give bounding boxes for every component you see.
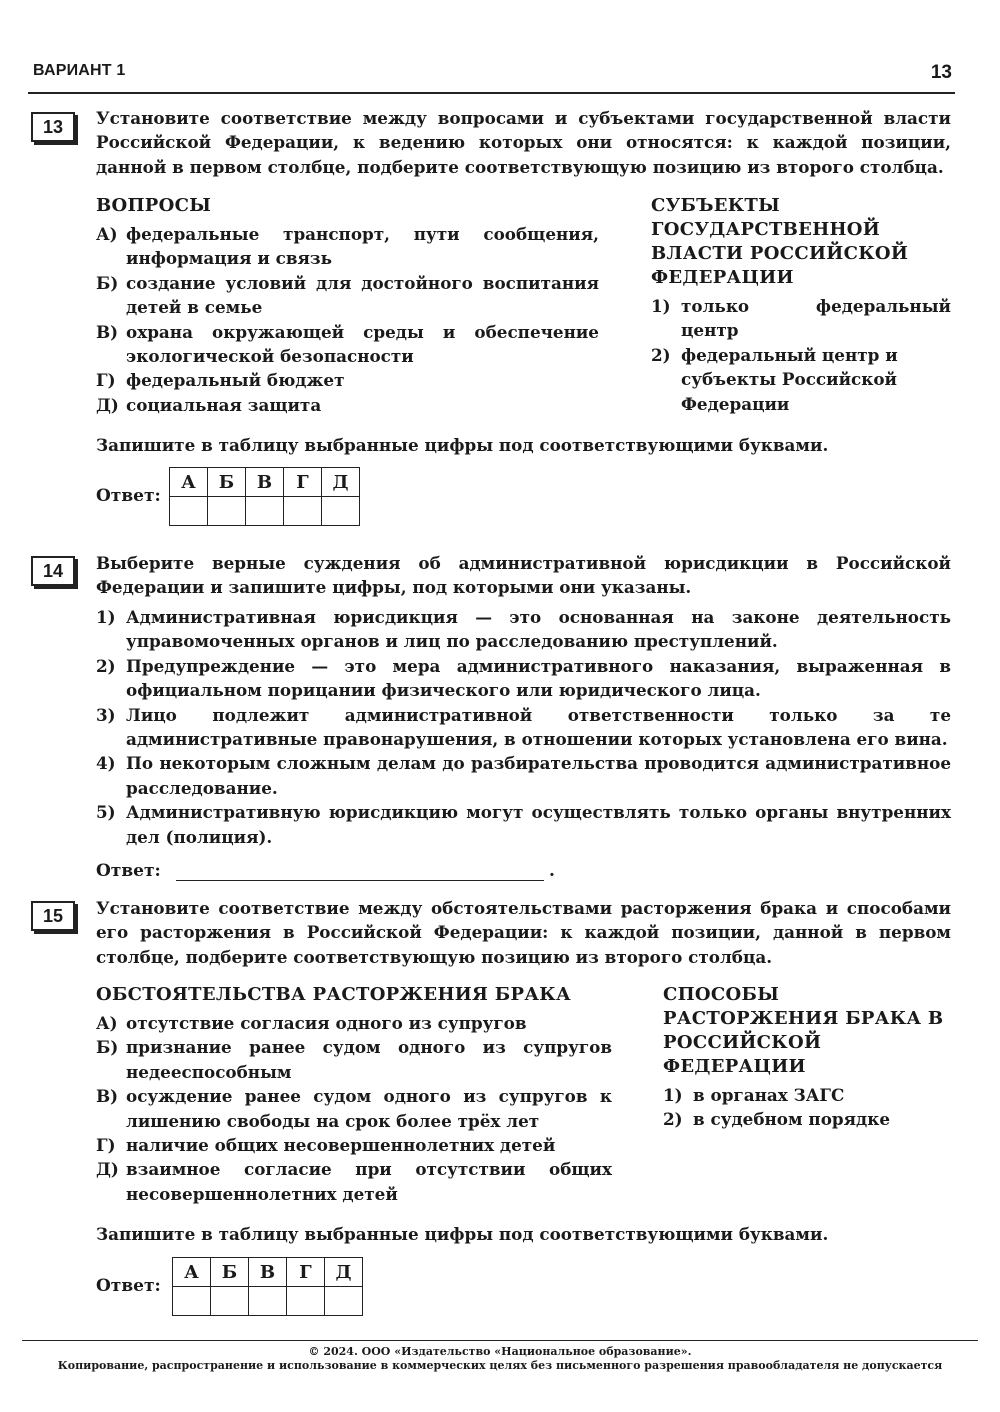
answer-cell[interactable] [249,1287,287,1316]
question-15-left-item: Б) признание ранее судом одного из супругов недееспособным [96,1037,612,1082]
answer-column-header: В [246,468,284,497]
question-13-right-item: 1) только федеральный центр [651,296,951,341]
question-14-options [96,605,951,849]
question-13-right-column [651,194,951,416]
footer-notice: Копирование, распространение и использование в коммерческих целях без письменного разрешения правообладателя не допускается [57,1359,943,1372]
question-14-answer-period: . [549,861,555,881]
answer-cell[interactable] [322,497,360,526]
question-15-right-item: 1) в органах ЗАГС [663,1085,845,1105]
question-13-right-item: 2) федеральный центр и субъекты Российской Федерации [651,344,898,414]
question-13-left-item: А) федеральные транспорт, пути сообщения, информация и связь [96,224,599,269]
question-15-right-title: СПОСОБЫ РАСТОРЖЕНИЯ БРАКА В РОССИЙСКОЙ ФЕДЕРАЦИИ [663,984,944,1077]
question-15-number: 15 [31,901,75,931]
question-15-prompt: Установите соответствие между обстоятельствами расторжения брака и способами его расторжения в Российской Федерации: к каждой позиции, данной в первом столбце, подберите соответствующую позицию из второго столбца. [96,898,951,967]
answer-cell[interactable] [173,1287,211,1316]
answer-column-header: Б [211,1258,249,1287]
answer-column-header: А [170,468,208,497]
answer-column-header: Д [322,468,360,497]
question-13-right-title: СУБЪЕКТЫ ГОСУДАРСТВЕННОЙ ВЛАСТИ РОССИЙСКОЙ ФЕДЕРАЦИИ [651,195,909,288]
question-13-prompt: Установите соответствие между вопросами и субъектами государственной власти Российской Федерации, к ведению которых они относятся: к каждой позиции, данной в первом столбце, подберите соответствующую позицию из второго столбца. [96,108,951,177]
question-13-answer-label: Ответ: [96,486,161,506]
question-15-left-column [96,983,612,1206]
page-number: 13 [930,62,952,83]
question-13-left-item: Г) федеральный бюджет [96,370,345,391]
question-15-answer-table [172,1257,363,1316]
footer-copyright: © 2024. ООО «Издательство «Национальное образование». [308,1345,692,1358]
question-15-instruction: Запишите в таблицу выбранные цифры под соответствующими буквами. [96,1224,829,1244]
question-14-option: 4) По некоторым сложным делам до разбирательства проводится административное расследование. [96,753,951,798]
question-13-left-item: В) охрана окружающей среды и обеспечение экологической безопасности [96,321,599,367]
question-13-instruction: Запишите в таблицу выбранные цифры под соответствующими буквами. [96,435,829,455]
answer-cell[interactable] [170,497,208,526]
header-divider [28,92,955,94]
variant-label: ВАРИАНТ 1 [33,62,126,79]
question-13-left-item: Д) социальная защита [96,394,322,415]
question-15-left-title: ОБСТОЯТЕЛЬСТВА РАСТОРЖЕНИЯ БРАКА [96,984,571,1005]
answer-column-header: В [249,1258,287,1287]
question-13-left-column [96,194,599,417]
question-14-option: 1) Административная юрисдикция — это основанная на законе деятельность управомоченных органов и лиц по расследованию преступлений. [96,607,951,652]
answer-cell[interactable] [211,1287,249,1316]
question-15-left-item: Д) взаимное согласие при отсутствии общих несовершеннолетних детей [96,1159,612,1204]
question-14-number: 14 [31,556,75,586]
question-15-answer-label: Ответ: [96,1276,161,1296]
question-13-answer-table [169,467,360,526]
question-14-option: 2) Предупреждение — это мера административного наказания, выраженная в официальном порицании физического или юридического лица. [96,655,951,701]
question-13-number: 13 [31,112,75,142]
question-13-left-item: Б) создание условий для достойного воспитания детей в семье [96,272,599,318]
question-14-option: 5) Административную юрисдикцию могут осуществлять только органы внутренних дел (полиция). [96,802,951,847]
question-13-left-title: ВОПРОСЫ [96,195,212,216]
question-14-option: 3) Лицо подлежит административной ответственности только за те административные правонарушения, в отношении которых установлена его вина. [96,704,951,750]
footer-divider [22,1340,978,1341]
answer-column-header: Г [287,1258,325,1287]
answer-column-header: Г [284,468,322,497]
question-15-left-item: А) отсутствие согласия одного из супругов [96,1013,527,1033]
question-14-answer-line[interactable] [176,880,544,881]
answer-cell[interactable] [246,497,284,526]
question-15-right-item: 2) в судебном порядке [663,1109,890,1130]
question-15-left-item: Г) наличие общих несовершеннолетних детей [96,1135,556,1156]
answer-cell[interactable] [284,497,322,526]
answer-cell[interactable] [208,497,246,526]
answer-column-header: Д [325,1258,363,1287]
question-15-left-item: В) осуждение ранее судом одного из супругов к лишению свободы на срок более трёх лет [96,1086,612,1131]
answer-cell[interactable] [325,1287,363,1316]
question-15-right-column [663,983,953,1132]
question-14-prompt: Выберите верные суждения об административной юрисдикции в Российской Федерации и запишите цифры, под которыми они указаны. [96,553,951,598]
answer-column-header: Б [208,468,246,497]
question-14-answer-label: Ответ: [96,861,161,881]
answer-cell[interactable] [287,1287,325,1316]
answer-column-header: А [173,1258,211,1287]
